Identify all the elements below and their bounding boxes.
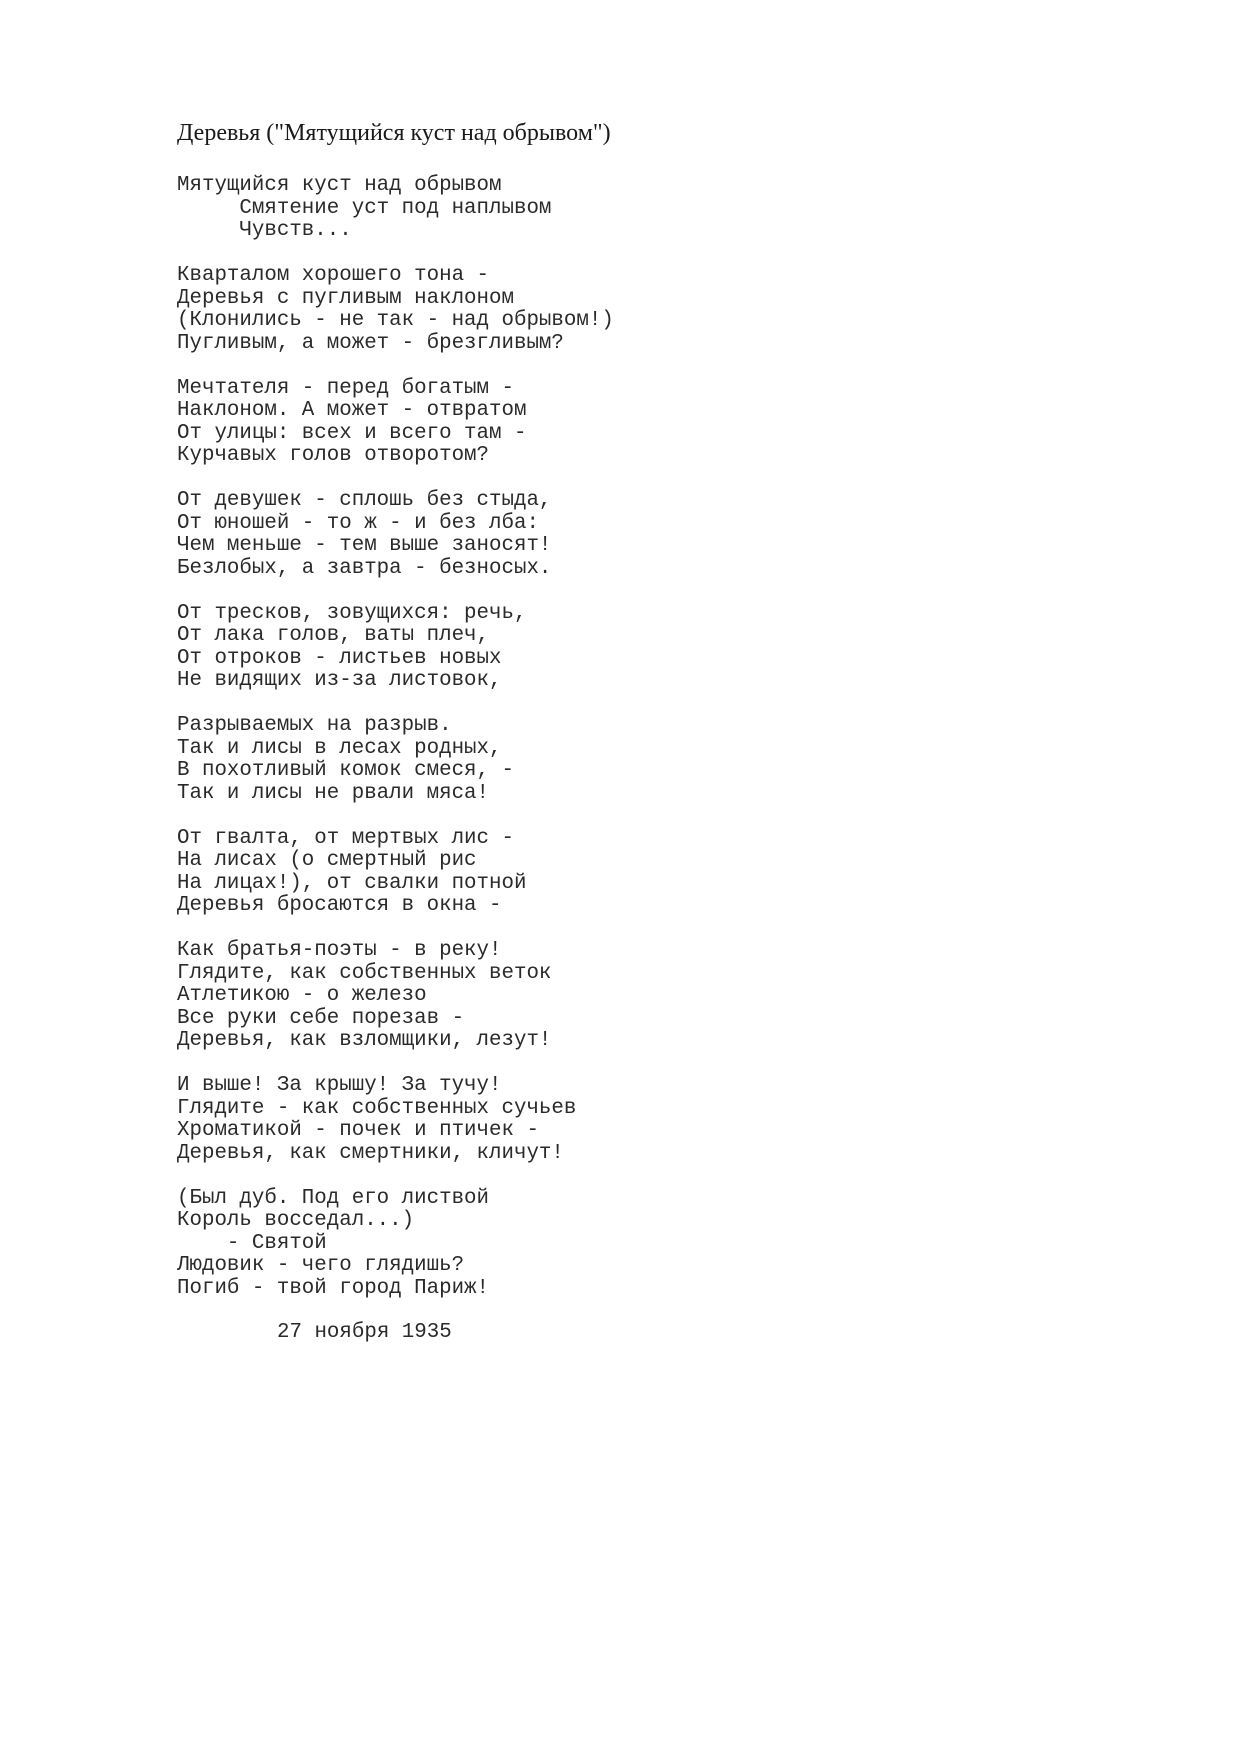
poem-line: Мечтателя - перед богатым -: [177, 376, 514, 400]
poem-line: Не видящих из-за листовок,: [177, 669, 502, 692]
poem-line: Так и лисы в лесах родных,: [177, 736, 502, 760]
poem-line: Пугливым, а может - брезгливым?: [177, 331, 564, 355]
stanza: [177, 715, 614, 805]
stanza: [177, 265, 614, 355]
poem-line: Атлетикою - о железо: [177, 984, 427, 1007]
poem-line: На лисах (о смертный рис: [177, 849, 477, 872]
stanza: [177, 1188, 614, 1301]
poem-line: Погиб - твой город Париж!: [177, 1276, 490, 1300]
poem-line: В похотливый комок смеся, -: [177, 759, 514, 782]
poem-line: Все руки себе порезав -: [177, 1006, 465, 1030]
poem-line: Чувств...: [177, 219, 352, 242]
poem-line: И выше! За крышу! За тучу!: [177, 1074, 502, 1097]
poem-line: Как братья-поэты - в реку!: [177, 939, 502, 962]
poem-line: Курчавых голов отворотом?: [177, 444, 490, 467]
poem-line: От гвалта, от мертвых лис -: [177, 826, 514, 850]
poem-line: - Святой: [177, 1231, 327, 1255]
poem-date: 27 ноября 1935: [277, 1321, 452, 1344]
stanza: [177, 1075, 614, 1165]
poem-line: Разрываемых на разрыв.: [177, 714, 452, 737]
stanza: [177, 828, 614, 918]
poem-line: Глядите, как собственных веток: [177, 961, 552, 985]
stanza: [177, 175, 614, 243]
poem-line: Хроматикой - почек и птичек -: [177, 1119, 539, 1142]
stanza: [177, 490, 614, 580]
poem-line: Деревья, как взломщики, лезут!: [177, 1029, 552, 1052]
poem-line: Деревья, как смертники, кличут!: [177, 1141, 564, 1165]
poem-line: Так и лисы не рвали мяса!: [177, 781, 490, 805]
poem-line: Смятение уст под наплывом: [177, 196, 552, 220]
poem-line: От лака голов, ваты плеч,: [177, 624, 490, 647]
poem-title: Деревья ("Мятущийся куст над обрывом"): [177, 120, 611, 146]
stanza: [177, 940, 614, 1053]
stanza: [177, 378, 614, 468]
poem-line: От улицы: всех и всего там -: [177, 421, 527, 445]
poem-line: Наклоном. А может - отвратом: [177, 399, 527, 422]
poem-line: (Клонились - не так - над обрывом!): [177, 309, 614, 332]
poem-line: Деревья с пугливым наклоном: [177, 286, 514, 310]
poem-line: От девушек - сплошь без стыда,: [177, 489, 552, 512]
poem-line: От юношей - то ж - и без лба:: [177, 511, 539, 535]
poem-line: Чем меньше - тем выше заносят!: [177, 534, 552, 557]
poem-line: Кварталом хорошего тона -: [177, 264, 490, 287]
poem-line: Мятущийся куст над обрывом: [177, 174, 502, 197]
poem-line: (Был дуб. Под его листвой: [177, 1186, 490, 1210]
poem-line: От тресков, зовущихся: речь,: [177, 601, 527, 625]
poem-line: Деревья бросаются в окна -: [177, 894, 502, 917]
poem-line: Король восседал...): [177, 1209, 415, 1232]
poem-line: От отроков - листьев новых: [177, 646, 502, 670]
stanza: [177, 603, 614, 693]
poem-line: На лицах!), от свалки потной: [177, 871, 527, 895]
poem-line: Глядите - как собственных сучьев: [177, 1096, 577, 1120]
poem-body: [177, 175, 614, 1323]
poem-line: Безлобых, а завтра - безносых.: [177, 556, 552, 580]
poem-line: Людовик - чего глядишь?: [177, 1254, 465, 1277]
